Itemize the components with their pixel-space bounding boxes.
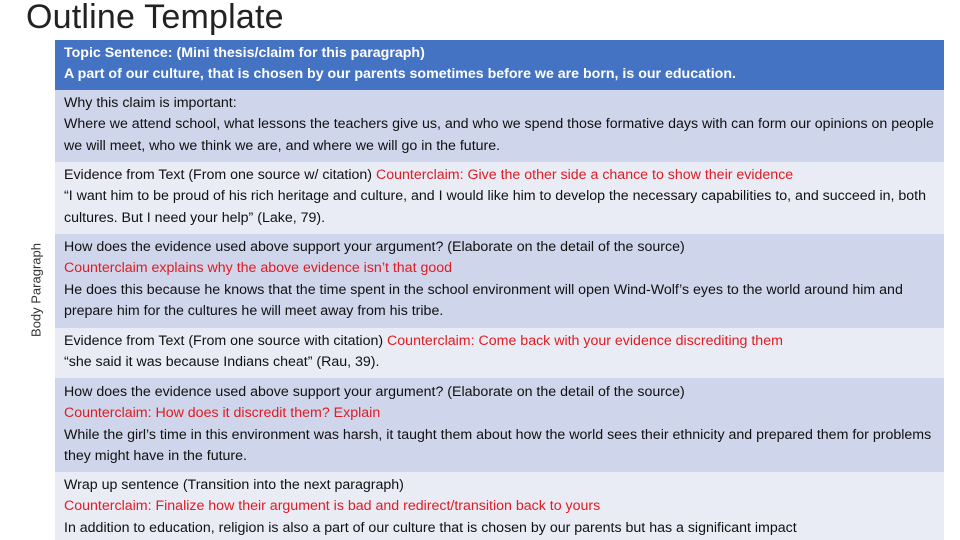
evidence-2-body: “she said it was because Indians cheat” (Rau, 39). [64,354,380,371]
support-1-row [55,234,944,328]
outline-table [55,40,944,540]
evidence-1-row [55,162,944,234]
support-2-row [55,378,944,472]
wrap-up-body: In addition to education, religion is also a part of our culture that is chosen by our parents but has a significant impact [64,519,797,536]
evidence-2-counterclaim: Counterclaim: Come back with your evidence discrediting them [387,333,783,349]
topic-heading: Topic Sentence: (Mini thesis/claim for this paragraph) [64,45,425,61]
evidence-1-counterclaim: Counterclaim: Give the other side a chance to show their evidence [376,167,794,183]
support-1-body: He does this because he knows that the time spent in the school environment will open Wind-Wolf’s eyes to the world around him and prepare him for the cultures he will meet away from his tribe. [64,281,903,319]
evidence-1-heading: Evidence from Text (From one source w/ citation) [64,167,373,183]
slide-title: Outline Template [26,0,284,36]
support-1-counterclaim: Counterclaim explains why the above evidence isn’t that good [64,260,453,277]
why-body: Where we attend school, what lessons the teachers give us, and who we spend those formative days with can form our opinions on people we will meet, who we think we are, and where we will go in the future. [64,116,934,154]
support-2-body: While the girl’s time in this environment was harsh, it taught them about how the world sees their ethnicity and prepared them for problems they might have in the future. [64,426,932,464]
why-important-row [55,90,944,162]
support-2-heading: How does the evidence used above support your argument? (Elaborate on the detail of the source) [64,384,685,400]
why-heading: Why this claim is important: [64,95,237,111]
topic-body: A part of our culture, that is chosen by our parents sometimes before we are born, is our education. [64,66,736,83]
evidence-2-row [55,328,944,378]
wrap-up-heading: Wrap up sentence (Transition into the next paragraph) [64,477,404,493]
side-label: Body Paragraph [28,243,44,337]
wrap-up-counterclaim: Counterclaim: Finalize how their argument is bad and redirect/transition back to yours [64,498,601,515]
evidence-2-heading-line [64,331,938,352]
side-label-cell [20,40,52,540]
evidence-1-heading-line [64,165,938,186]
topic-sentence-row [55,40,944,90]
evidence-1-body: “I want him to be proud of his rich heritage and culture, and I would like him to develop the necessary capabilities to, and succeed in, both cultures. But I need your help” (Lake, 79). [64,188,926,226]
support-1-heading: How does the evidence used above support your argument? (Elaborate on the detail of the source) [64,239,685,255]
support-2-counterclaim: Counterclaim: How does it discredit them? Explain [64,405,381,422]
wrap-up-row [55,472,944,540]
evidence-2-heading: Evidence from Text (From one source with citation) [64,333,384,349]
